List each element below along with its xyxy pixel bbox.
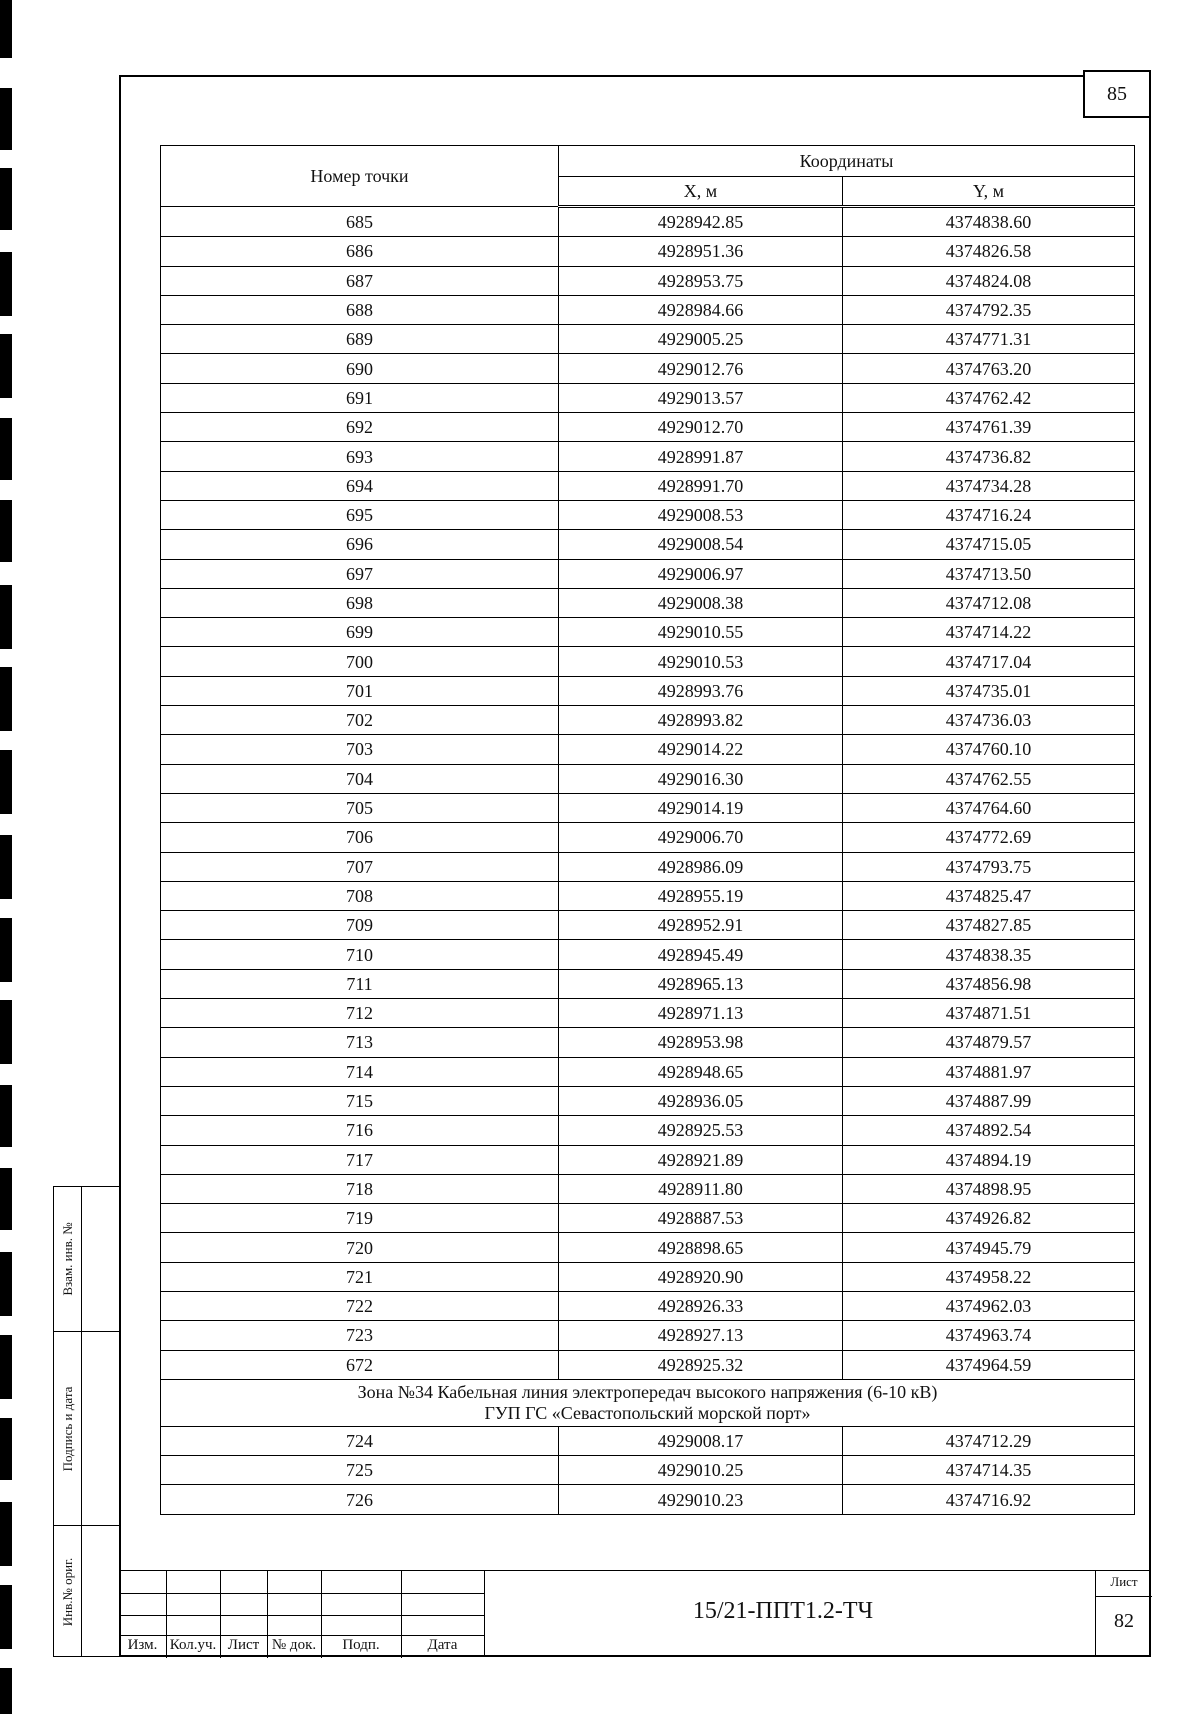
table-row: [161, 559, 1135, 588]
y-coordinate-cell: 4374962.03: [843, 1291, 1135, 1320]
y-coordinate-cell: 4374963.74: [843, 1321, 1135, 1350]
x-coordinate-cell: 4929012.76: [559, 354, 843, 383]
table-row: [161, 413, 1135, 442]
col-list: Лист: [227, 1637, 260, 1653]
col-nodok: № док.: [271, 1637, 317, 1653]
point-number-cell: 708: [161, 881, 559, 910]
y-coordinate-cell: 4374716.92: [843, 1485, 1135, 1514]
x-coordinate-cell: 4928971.13: [559, 999, 843, 1028]
y-coordinate-cell: 4374964.59: [843, 1350, 1135, 1379]
x-coordinate-cell: 4929014.22: [559, 735, 843, 764]
x-coordinate-cell: 4928993.76: [559, 676, 843, 705]
y-coordinate-cell: 4374714.35: [843, 1456, 1135, 1485]
zone-owner: ГУП ГС «Севастопольский морской порт»: [484, 1402, 811, 1423]
side-row-podpis: [54, 1332, 120, 1526]
table-row: [161, 442, 1135, 471]
y-coordinate-cell: 4374715.05: [843, 530, 1135, 559]
x-coordinate-cell: 4928952.91: [559, 911, 843, 940]
table-row: [161, 852, 1135, 881]
table-row: [161, 1485, 1135, 1514]
point-number-cell: 692: [161, 413, 559, 442]
point-number-cell: 707: [161, 852, 559, 881]
point-number-cell: 693: [161, 442, 559, 471]
header-coordinates: Координаты: [559, 146, 1135, 177]
y-coordinate-cell: 4374760.10: [843, 735, 1135, 764]
y-coordinate-cell: 4374958.22: [843, 1262, 1135, 1291]
x-coordinate-cell: 4928920.90: [559, 1262, 843, 1291]
y-coordinate-cell: 4374826.58: [843, 237, 1135, 266]
point-number-cell: 686: [161, 237, 559, 266]
sheet-divider: [1096, 1596, 1152, 1597]
table-row: [161, 1291, 1135, 1320]
x-coordinate-cell: 4929014.19: [559, 793, 843, 822]
point-number-cell: 705: [161, 793, 559, 822]
point-number-cell: 711: [161, 969, 559, 998]
table-row: [161, 1116, 1135, 1145]
table-row: [161, 706, 1135, 735]
y-coordinate-cell: 4374716.24: [843, 500, 1135, 529]
y-coordinate-cell: 4374714.22: [843, 618, 1135, 647]
x-coordinate-cell: 4929010.23: [559, 1485, 843, 1514]
x-coordinate-cell: 4928951.36: [559, 237, 843, 266]
col-izm: Изм.: [127, 1637, 158, 1653]
col-data: Дата: [427, 1637, 458, 1653]
y-coordinate-cell: 4374772.69: [843, 823, 1135, 852]
table-row: [161, 500, 1135, 529]
x-coordinate-cell: 4928936.05: [559, 1086, 843, 1115]
x-coordinate-cell: 4928945.49: [559, 940, 843, 969]
y-coordinate-cell: 4374763.20: [843, 354, 1135, 383]
zone-title: Зона №34 Кабельная линия электропередач высокого напряжения (6-10 кВ): [357, 1381, 938, 1402]
x-coordinate-cell: 4929008.38: [559, 588, 843, 617]
table-row: [161, 1086, 1135, 1115]
table-row: [161, 383, 1135, 412]
coordinates-table: [160, 145, 1135, 1515]
side-row-vzam: [54, 1187, 120, 1332]
x-coordinate-cell: 4928911.80: [559, 1174, 843, 1203]
table-body-zone: [161, 1379, 1135, 1426]
x-coordinate-cell: 4928953.75: [559, 266, 843, 295]
x-coordinate-cell: 4929012.70: [559, 413, 843, 442]
side-label-podpis: Подпись и дата: [60, 1386, 75, 1472]
y-coordinate-cell: 4374926.82: [843, 1204, 1135, 1233]
table-row: [161, 969, 1135, 998]
point-number-cell: 725: [161, 1456, 559, 1485]
point-number-cell: 714: [161, 1057, 559, 1086]
y-coordinate-cell: 4374735.01: [843, 676, 1135, 705]
y-coordinate-cell: 4374879.57: [843, 1028, 1135, 1057]
table-row: [161, 1233, 1135, 1262]
grid-line: [119, 1615, 484, 1616]
point-number-cell: 719: [161, 1204, 559, 1233]
side-label-vzam: Взам. инв. №: [60, 1222, 75, 1296]
point-number-cell: 718: [161, 1174, 559, 1203]
x-coordinate-cell: 4929006.97: [559, 559, 843, 588]
header-y: Y, м: [843, 177, 1135, 207]
x-coordinate-cell: 4928926.33: [559, 1291, 843, 1320]
table-row: [161, 325, 1135, 354]
side-label-inv: Инв.№ ориг.: [60, 1557, 75, 1627]
table-body-zone-points: [161, 1426, 1135, 1514]
point-number-cell: 690: [161, 354, 559, 383]
side-row-inv: [54, 1526, 120, 1658]
x-coordinate-cell: 4929005.25: [559, 325, 843, 354]
point-number-cell: 700: [161, 647, 559, 676]
point-number-cell: 689: [161, 325, 559, 354]
table-row: [161, 471, 1135, 500]
binder-marks: [0, 0, 14, 1714]
y-coordinate-cell: 4374712.08: [843, 588, 1135, 617]
table-row: [161, 1262, 1135, 1291]
header-x: X, м: [559, 177, 843, 207]
y-coordinate-cell: 4374761.39: [843, 413, 1135, 442]
table-row: [161, 1057, 1135, 1086]
zone-caption: [161, 1379, 1135, 1426]
table-row: [161, 676, 1135, 705]
point-number-cell: 710: [161, 940, 559, 969]
table-row: [161, 1145, 1135, 1174]
table-row: [161, 1456, 1135, 1485]
revision-grid: [119, 1570, 484, 1657]
grid-line: [119, 1593, 484, 1594]
point-number-cell: 701: [161, 676, 559, 705]
y-coordinate-cell: 4374736.03: [843, 706, 1135, 735]
point-number-cell: 697: [161, 559, 559, 588]
point-number-cell: 713: [161, 1028, 559, 1057]
table-row: [161, 1426, 1135, 1455]
x-coordinate-cell: 4928925.53: [559, 1116, 843, 1145]
y-coordinate-cell: 4374945.79: [843, 1233, 1135, 1262]
title-block: [119, 1570, 1151, 1657]
y-coordinate-cell: 4374894.19: [843, 1145, 1135, 1174]
y-coordinate-cell: 4374734.28: [843, 471, 1135, 500]
grid-line: [119, 1635, 484, 1636]
x-coordinate-cell: 4928925.32: [559, 1350, 843, 1379]
x-coordinate-cell: 4929008.53: [559, 500, 843, 529]
point-number-cell: 709: [161, 911, 559, 940]
x-coordinate-cell: 4929010.25: [559, 1456, 843, 1485]
x-coordinate-cell: 4929010.55: [559, 618, 843, 647]
y-coordinate-cell: 4374762.55: [843, 764, 1135, 793]
x-coordinate-cell: 4928953.98: [559, 1028, 843, 1057]
table-row: [161, 940, 1135, 969]
x-coordinate-cell: 4928948.65: [559, 1057, 843, 1086]
y-coordinate-cell: 4374887.99: [843, 1086, 1135, 1115]
x-coordinate-cell: 4928984.66: [559, 295, 843, 324]
y-coordinate-cell: 4374792.35: [843, 295, 1135, 324]
point-number-cell: 715: [161, 1086, 559, 1115]
point-number-cell: 717: [161, 1145, 559, 1174]
col-koluch: Кол.уч.: [169, 1637, 217, 1653]
point-number-cell: 702: [161, 706, 559, 735]
y-coordinate-cell: 4374771.31: [843, 325, 1135, 354]
point-number-cell: 722: [161, 1291, 559, 1320]
y-coordinate-cell: 4374764.60: [843, 793, 1135, 822]
x-coordinate-cell: 4928942.85: [559, 207, 843, 237]
sheet-box: [1095, 1570, 1151, 1657]
y-coordinate-cell: 4374712.29: [843, 1426, 1135, 1455]
table-row: [161, 354, 1135, 383]
sheet-label: Лист: [1110, 1574, 1138, 1589]
point-number-cell: 696: [161, 530, 559, 559]
point-number-cell: 703: [161, 735, 559, 764]
side-stamp: [53, 1186, 119, 1657]
sheet-number: 82: [1114, 1610, 1134, 1632]
x-coordinate-cell: 4928898.65: [559, 1233, 843, 1262]
table-row: [161, 237, 1135, 266]
table-row: [161, 1174, 1135, 1203]
zone-row: [161, 1379, 1135, 1426]
point-number-cell: 704: [161, 764, 559, 793]
x-coordinate-cell: 4928993.82: [559, 706, 843, 735]
point-number-cell: 724: [161, 1426, 559, 1455]
x-coordinate-cell: 4929016.30: [559, 764, 843, 793]
y-coordinate-cell: 4374838.60: [843, 207, 1135, 237]
x-coordinate-cell: 4929013.57: [559, 383, 843, 412]
point-number-cell: 691: [161, 383, 559, 412]
y-coordinate-cell: 4374736.82: [843, 442, 1135, 471]
table-row: [161, 793, 1135, 822]
x-coordinate-cell: 4928887.53: [559, 1204, 843, 1233]
table-row: [161, 207, 1135, 237]
table-row: [161, 1028, 1135, 1057]
table-row: [161, 295, 1135, 324]
point-number-cell: 723: [161, 1321, 559, 1350]
point-number-cell: 687: [161, 266, 559, 295]
point-number-cell: 685: [161, 207, 559, 237]
point-number-cell: 720: [161, 1233, 559, 1262]
x-coordinate-cell: 4928955.19: [559, 881, 843, 910]
col-podp: Подп.: [342, 1637, 380, 1653]
y-coordinate-cell: 4374827.85: [843, 911, 1135, 940]
y-coordinate-cell: 4374713.50: [843, 559, 1135, 588]
point-number-cell: 672: [161, 1350, 559, 1379]
table-row: [161, 1321, 1135, 1350]
table-row: [161, 588, 1135, 617]
point-number-cell: 695: [161, 500, 559, 529]
x-coordinate-cell: 4929008.54: [559, 530, 843, 559]
table-row: [161, 823, 1135, 852]
x-coordinate-cell: 4929010.53: [559, 647, 843, 676]
y-coordinate-cell: 4374824.08: [843, 266, 1135, 295]
y-coordinate-cell: 4374871.51: [843, 999, 1135, 1028]
header-point-number: Номер точки: [161, 146, 559, 207]
x-coordinate-cell: 4928991.70: [559, 471, 843, 500]
x-coordinate-cell: 4928927.13: [559, 1321, 843, 1350]
table-body-points: [161, 207, 1135, 1380]
x-coordinate-cell: 4928991.87: [559, 442, 843, 471]
table-row: [161, 1204, 1135, 1233]
table-row: [161, 881, 1135, 910]
table-row: [161, 735, 1135, 764]
y-coordinate-cell: 4374838.35: [843, 940, 1135, 969]
y-coordinate-cell: 4374881.97: [843, 1057, 1135, 1086]
point-number-cell: 694: [161, 471, 559, 500]
point-number-cell: 726: [161, 1485, 559, 1514]
table-row: [161, 999, 1135, 1028]
table-row: [161, 764, 1135, 793]
y-coordinate-cell: 4374717.04: [843, 647, 1135, 676]
table-row: [161, 647, 1135, 676]
point-number-cell: 712: [161, 999, 559, 1028]
y-coordinate-cell: 4374825.47: [843, 881, 1135, 910]
y-coordinate-cell: 4374793.75: [843, 852, 1135, 881]
point-number-cell: 716: [161, 1116, 559, 1145]
x-coordinate-cell: 4928986.09: [559, 852, 843, 881]
y-coordinate-cell: 4374898.95: [843, 1174, 1135, 1203]
table-row: [161, 266, 1135, 295]
x-coordinate-cell: 4929006.70: [559, 823, 843, 852]
table-row: [161, 530, 1135, 559]
point-number-cell: 688: [161, 295, 559, 324]
document-code: 15/21-ППТ1.2-ТЧ: [692, 1598, 874, 1624]
y-coordinate-cell: 4374892.54: [843, 1116, 1135, 1145]
table-row: [161, 618, 1135, 647]
page-number: 85: [1083, 70, 1151, 118]
point-number-cell: 698: [161, 588, 559, 617]
x-coordinate-cell: 4929008.17: [559, 1426, 843, 1455]
x-coordinate-cell: 4928921.89: [559, 1145, 843, 1174]
table-row: [161, 911, 1135, 940]
point-number-cell: 699: [161, 618, 559, 647]
point-number-cell: 706: [161, 823, 559, 852]
table-row: [161, 1350, 1135, 1379]
y-coordinate-cell: 4374762.42: [843, 383, 1135, 412]
x-coordinate-cell: 4928965.13: [559, 969, 843, 998]
point-number-cell: 721: [161, 1262, 559, 1291]
y-coordinate-cell: 4374856.98: [843, 969, 1135, 998]
